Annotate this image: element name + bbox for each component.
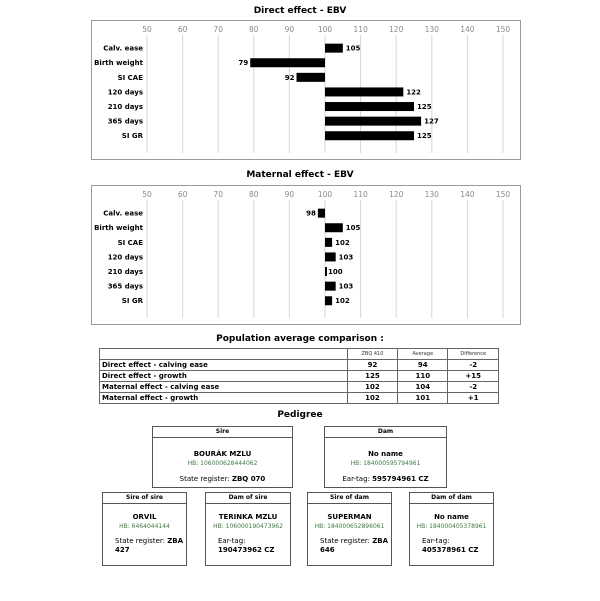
category-label: 365 days [107, 117, 143, 126]
tick-label: 80 [249, 190, 259, 199]
card-register [153, 475, 292, 483]
row-average: 101 [398, 393, 448, 404]
table-row [100, 393, 499, 404]
direct-effect-chart-frame [91, 20, 521, 160]
category-label: Calv. ease [103, 209, 143, 218]
bar [325, 44, 343, 53]
data-label: 103 [338, 282, 354, 291]
card-role: Sire of sire [103, 493, 186, 504]
data-label: 122 [406, 88, 421, 97]
card-name: TERINKA MZLU [218, 513, 278, 521]
category-label: Calv. ease [103, 44, 143, 53]
tick-label: 50 [142, 25, 152, 34]
row-average: 110 [398, 371, 448, 382]
table-row [100, 371, 499, 382]
card-hb: HB: 106000190473962 [213, 523, 283, 530]
tick-label: 150 [495, 190, 511, 199]
pedigree-dam-of-dam-card [409, 492, 494, 566]
tick-label: 150 [495, 25, 511, 34]
data-label: 79 [238, 59, 249, 68]
category-label: 210 days [107, 268, 143, 277]
row-difference: -2 [448, 360, 499, 371]
tick-label: 100 [317, 190, 333, 199]
bar [325, 282, 336, 291]
card-hb: HB: 6464044144 [119, 523, 170, 530]
row-value: 92 [347, 360, 397, 371]
card-name: ORVIL [132, 513, 157, 521]
card-register-label: Ear-tag: [422, 537, 450, 545]
card-role: Dam of dam [410, 493, 493, 504]
card-hb: HB: 184000405378961 [416, 523, 487, 530]
tick-label: 140 [460, 25, 475, 34]
tick-label: 110 [353, 25, 368, 34]
bar [250, 58, 325, 67]
bar [325, 87, 403, 96]
card-register-value: 190473962 CZ [218, 546, 275, 554]
row-label: Maternal effect - growth [100, 393, 348, 404]
direct-effect-chart [92, 21, 520, 159]
data-label: 102 [335, 297, 350, 306]
comparison-header-difference: Difference [448, 349, 499, 360]
maternal-effect-title: Maternal effect - EBV [246, 170, 354, 180]
data-label: 100 [328, 268, 343, 277]
card-register-label: State register: [179, 475, 230, 483]
tick-label: 60 [177, 190, 188, 199]
bar [297, 73, 325, 82]
tick-label: 110 [353, 190, 368, 199]
card-register-label: Ear-tag: [218, 537, 246, 545]
table-row [100, 360, 499, 371]
row-label: Maternal effect - calving ease [100, 382, 348, 393]
bar [318, 209, 325, 218]
card-register [308, 537, 391, 555]
category-label: SI GR [121, 297, 143, 306]
pedigree-title: Pedigree [277, 410, 323, 420]
direct-effect-title: Direct effect - EBV [253, 6, 347, 16]
category-label: 120 days [107, 253, 143, 262]
tick-label: 80 [249, 25, 259, 34]
row-value: 125 [347, 371, 397, 382]
row-label: Direct effect - growth [100, 371, 348, 382]
card-register-label: State register: [115, 537, 165, 545]
data-label: 98 [306, 209, 316, 218]
pedigree-sire-of-sire-card [102, 492, 187, 566]
category-label: 365 days [107, 282, 143, 291]
row-label: Direct effect - calving ease [100, 360, 348, 371]
maternal-effect-chart [92, 186, 520, 324]
pedigree-sire-card [152, 426, 293, 488]
tick-label: 60 [177, 25, 188, 34]
row-average: 94 [398, 360, 448, 371]
card-role: Sire of dam [308, 493, 391, 504]
row-value: 102 [347, 382, 397, 393]
comparison-header-value: ZBQ 410 [347, 349, 397, 360]
tick-label: 100 [317, 25, 333, 34]
card-register [410, 537, 493, 555]
row-difference: +1 [448, 393, 499, 404]
comparison-title: Population average comparison : [216, 334, 384, 344]
card-role: Sire [153, 427, 292, 438]
category-label: SI GR [121, 132, 143, 141]
data-label: 127 [424, 117, 439, 126]
card-register-value: 595794961 CZ [372, 475, 429, 483]
pedigree-dam-of-sire-card [205, 492, 291, 566]
pedigree-dam-card [324, 426, 447, 488]
data-label: 105 [345, 224, 361, 233]
bar [325, 238, 332, 247]
bar [325, 223, 343, 232]
bar [325, 117, 421, 126]
comparison-header-row [100, 349, 499, 360]
bar [325, 267, 327, 276]
card-role: Dam of sire [206, 493, 290, 504]
card-register-label: State register: [320, 537, 370, 545]
bar [325, 102, 414, 111]
data-label: 92 [284, 73, 295, 82]
tick-label: 120 [389, 25, 404, 34]
tick-label: 50 [142, 190, 152, 199]
card-hb: HB: 184000595794961 [350, 460, 421, 467]
data-label: 102 [335, 238, 350, 247]
card-register [103, 537, 186, 555]
data-label: 103 [338, 253, 354, 262]
data-label: 125 [417, 132, 432, 141]
row-difference: -2 [448, 382, 499, 393]
card-register-value: ZBQ 070 [231, 475, 266, 483]
bar [325, 296, 332, 305]
card-name: SUPERMAN [327, 513, 372, 521]
category-label: 120 days [107, 88, 143, 97]
row-difference: +15 [448, 371, 499, 382]
bar [325, 131, 414, 140]
tick-label: 130 [424, 190, 439, 199]
bar [325, 252, 336, 261]
table-row [100, 382, 499, 393]
category-label: Birth weight [94, 224, 143, 233]
tick-label: 130 [424, 25, 439, 34]
tick-label: 90 [284, 190, 295, 199]
comparison-header-average: Average [398, 349, 448, 360]
card-register-value: ZBA 646 [320, 537, 389, 554]
card-role: Dam [325, 427, 446, 438]
card-name: No name [434, 513, 469, 521]
card-register [325, 475, 446, 483]
card-name: BOURÁK MZLU [193, 450, 252, 458]
comparison-header-blank [100, 349, 348, 360]
category-label: SI CAE [117, 73, 143, 82]
card-register-value: 405378961 CZ [422, 546, 479, 554]
tick-label: 70 [213, 25, 223, 34]
row-average: 104 [398, 382, 448, 393]
comparison-table [99, 348, 499, 404]
category-label: SI CAE [117, 238, 143, 247]
card-hb: HB: 184000652896061 [314, 523, 385, 530]
tick-label: 90 [284, 25, 295, 34]
data-label: 125 [417, 103, 432, 112]
card-register-value: ZBA 427 [115, 537, 184, 554]
tick-label: 70 [213, 190, 223, 199]
data-label: 105 [345, 44, 361, 53]
card-hb: HB: 106000628444062 [187, 460, 258, 467]
tick-label: 120 [389, 190, 404, 199]
tick-label: 140 [460, 190, 475, 199]
category-label: Birth weight [94, 59, 143, 68]
row-value: 102 [347, 393, 397, 404]
card-name: No name [368, 450, 403, 458]
card-register [206, 537, 290, 555]
pedigree-sire-of-dam-card [307, 492, 392, 566]
category-label: 210 days [107, 103, 143, 112]
maternal-effect-chart-frame [91, 185, 521, 325]
card-register-label: Ear-tag: [342, 475, 370, 483]
